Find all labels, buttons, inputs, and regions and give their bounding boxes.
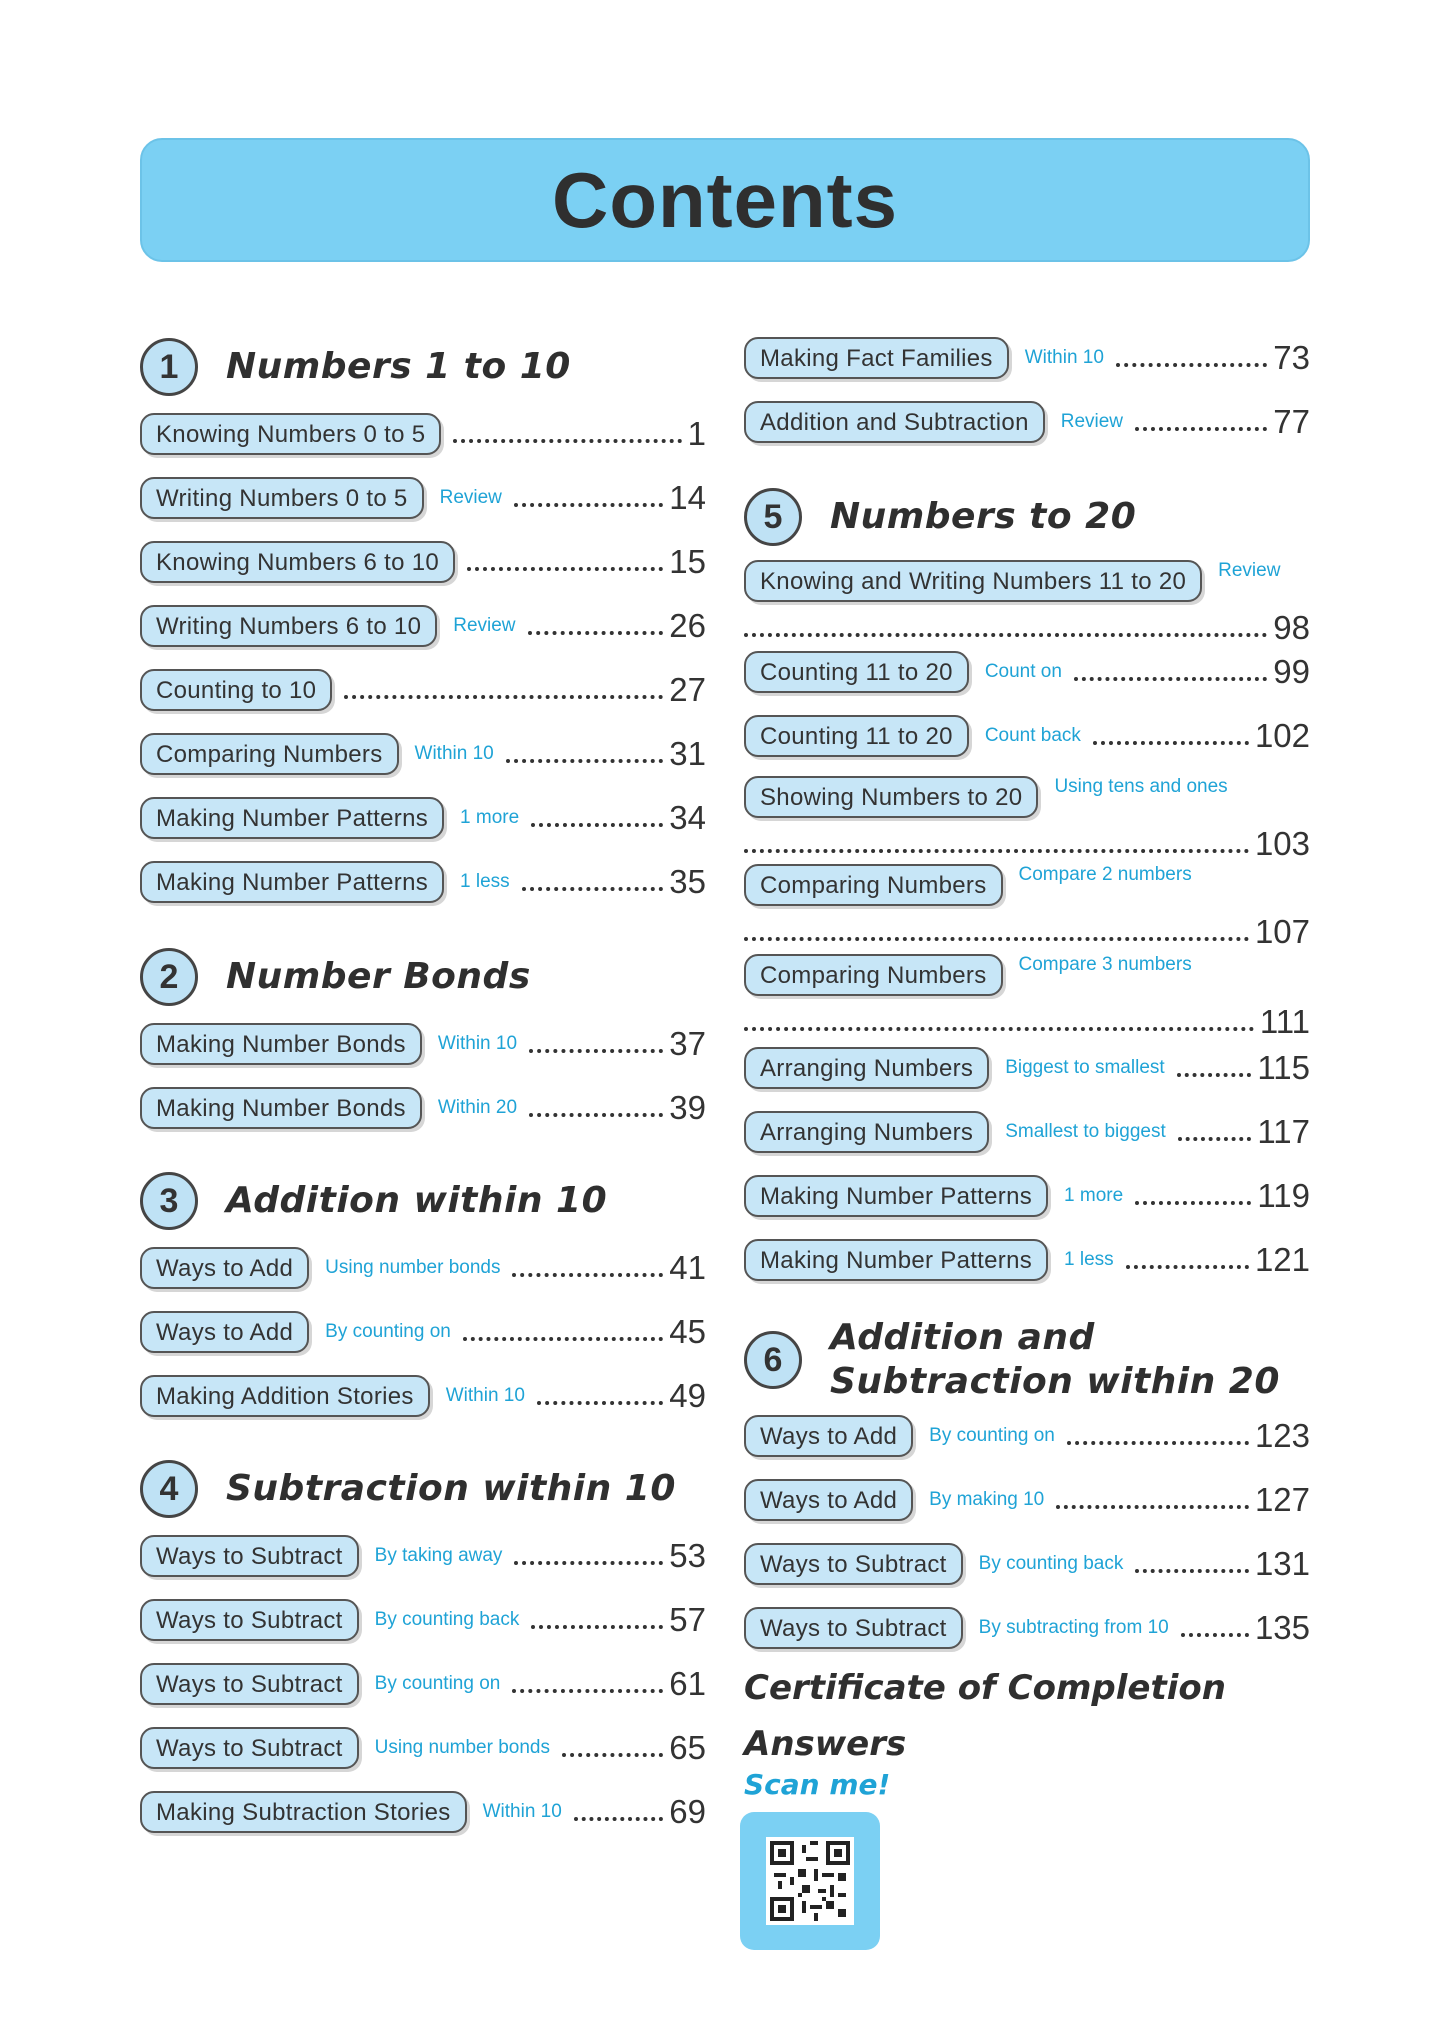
page-title: Contents [552,155,898,244]
dot-leader [512,1273,663,1277]
page-number: 1 [687,415,706,452]
entry-label: Arranging Numbers [744,1047,989,1089]
page-number: 37 [669,1025,706,1062]
toc-entry[interactable] [744,1044,1310,1092]
dot-leader [529,1049,663,1053]
dot-leader [562,1753,663,1757]
dot-leader [744,937,1249,941]
page-number: 41 [669,1249,706,1286]
toc-entry[interactable] [140,730,706,778]
scan-me-label: Scan me! [744,1768,891,1801]
toc-entry[interactable] [744,560,1310,648]
section-number-badge: 6 [744,1331,802,1389]
dot-leader [514,503,663,507]
qr-code-icon [766,1837,854,1925]
dot-leader [744,633,1267,637]
toc-entry[interactable] [140,666,706,714]
page-number: 119 [1257,1177,1310,1214]
entry-tag: By counting on [325,1321,451,1342]
entry-tag: By counting on [374,1673,501,1694]
section-heading[interactable] [140,948,531,1006]
entry-label: Comparing Numbers [744,954,1003,996]
page-number: 26 [669,607,706,644]
page-number: 65 [669,1729,706,1766]
entry-tag: Using tens and ones [1054,776,1228,797]
entry-leader-line [744,910,1310,954]
toc-entry[interactable] [744,1108,1310,1156]
page-number: 49 [669,1377,706,1414]
section-heading[interactable] [744,488,1136,546]
toc-entry[interactable] [744,1476,1310,1524]
entry-tag: Within 10 [445,1385,525,1406]
dot-leader [1126,1265,1249,1269]
answers-heading[interactable]: Answers [744,1724,907,1764]
section-number-badge: 3 [140,1172,198,1230]
toc-entry[interactable] [744,1540,1310,1588]
entry-label: Ways to Add [140,1311,309,1353]
page-number: 98 [1273,609,1310,646]
entry-label: Making Number Bonds [140,1087,422,1129]
dot-leader [512,1689,663,1693]
dot-leader [529,1113,663,1117]
entry-tag: Within 10 [482,1801,562,1822]
toc-entry[interactable] [140,1020,706,1068]
entry-label: Ways to Add [744,1479,913,1521]
section-heading[interactable] [140,1172,607,1230]
dot-leader [1177,1073,1252,1077]
entry-tag: By making 10 [929,1489,1045,1510]
dot-leader [514,1561,663,1565]
dot-leader [1074,677,1267,681]
dot-leader [744,1027,1254,1031]
toc-entry[interactable] [140,794,706,842]
page-number: 34 [669,799,706,836]
page-number: 127 [1254,1481,1310,1518]
page-number: 69 [669,1793,706,1830]
entry-tag: 1 less [460,871,510,892]
page-number: 73 [1273,339,1310,376]
section-number-badge: 2 [140,948,198,1006]
dot-leader [531,823,663,827]
page-number: 115 [1257,1049,1310,1086]
entry-label: Ways to Add [744,1415,913,1457]
entry-label: Arranging Numbers [744,1111,989,1153]
entry-tag: Using number bonds [325,1257,501,1278]
toc-entry[interactable] [744,1236,1310,1284]
page-number: 14 [669,479,706,516]
section-heading[interactable] [140,1460,676,1518]
page-number: 121 [1254,1241,1310,1278]
entry-label: Addition and Subtraction [744,401,1045,443]
entry-tag: Within 20 [437,1097,518,1118]
page-number: 31 [669,735,706,772]
entry-label: Counting 11 to 20 [744,715,969,757]
section-number-badge: 4 [140,1460,198,1518]
section-number-badge: 5 [744,488,802,546]
entry-tag: Compare 3 numbers [1018,954,1192,975]
entry-tag: By counting back [978,1553,1124,1574]
entry-label: Comparing Numbers [140,733,399,775]
toc-entry[interactable] [140,1084,706,1132]
dot-leader [537,1401,663,1405]
entry-label: Ways to Subtract [140,1599,359,1641]
entry-leader-line [744,1000,1310,1044]
toc-entry[interactable] [744,712,1310,760]
dot-leader [506,759,664,763]
entry-tag: Biggest to smallest [1005,1057,1165,1078]
page-number: 39 [669,1089,706,1126]
page-number: 27 [669,671,706,708]
entry-tag: 1 more [1064,1185,1124,1206]
entry-tag: Review [439,487,502,508]
entry-label: Making Addition Stories [140,1375,430,1417]
entry-tag: By counting back [374,1609,520,1630]
toc-entry[interactable] [140,1308,706,1356]
entry-label: Making Number Bonds [140,1023,422,1065]
title-banner [140,138,1310,262]
entry-leader-line [744,606,1310,650]
entry-label: Ways to Subtract [744,1607,963,1649]
page-number: 123 [1254,1417,1310,1454]
toc-entry[interactable] [140,538,706,586]
section-title: Numbers 1 to 10 [226,346,571,387]
entry-label: Counting to 10 [140,669,332,711]
dot-leader [1116,363,1267,367]
entry-tag: Within 10 [437,1033,518,1054]
page-number: 131 [1254,1545,1310,1582]
entry-label: Making Subtraction Stories [140,1791,467,1833]
entry-tag: Smallest to biggest [1005,1121,1166,1142]
entry-label: Ways to Add [140,1247,309,1289]
dot-leader [453,439,681,443]
entry-tag: Review [1218,560,1281,581]
toc-entry[interactable] [744,334,1310,382]
entry-label: Knowing and Writing Numbers 11 to 20 [744,560,1202,602]
dot-leader [528,631,664,635]
toc-entry[interactable] [140,410,706,458]
toc-entry[interactable] [744,398,1310,446]
page-number: 135 [1254,1609,1310,1646]
entry-label: Making Number Patterns [140,861,444,903]
dot-leader [1181,1633,1249,1637]
dot-leader [463,1337,663,1341]
dot-leader [344,695,663,699]
entry-tag: 1 less [1064,1249,1114,1270]
entry-tag: Count back [984,725,1081,746]
toc-entry[interactable] [140,1244,706,1292]
toc-entry[interactable] [140,1596,706,1644]
toc-entry[interactable] [744,1412,1310,1460]
entry-tag: By taking away [374,1545,503,1566]
page-number: 57 [669,1601,706,1638]
page-number: 111 [1259,1003,1310,1040]
page-number: 107 [1254,913,1310,950]
toc-entry[interactable] [140,474,706,522]
dot-leader [1056,1505,1249,1509]
entry-label: Ways to Subtract [140,1727,359,1769]
dot-leader [574,1817,663,1821]
entry-label: Making Number Patterns [140,797,444,839]
toc-entry[interactable] [140,1660,706,1708]
entry-label: Making Fact Families [744,337,1009,379]
entry-label: Ways to Subtract [744,1543,963,1585]
section-number-badge: 1 [140,338,198,396]
entry-tag: By subtracting from 10 [978,1617,1169,1638]
toc-entry[interactable] [140,1724,706,1772]
entry-label: Showing Numbers to 20 [744,776,1038,818]
toc-entry[interactable] [744,1604,1310,1652]
dot-leader [1093,741,1249,745]
page-number: 35 [669,863,706,900]
dot-leader [744,849,1249,853]
toc-entry[interactable] [744,864,1310,952]
toc-entry[interactable] [140,1532,706,1580]
dot-leader [1135,427,1267,431]
entry-tag: Review [453,615,516,636]
entry-tag: Compare 2 numbers [1018,864,1192,885]
entry-label: Making Number Patterns [744,1239,1048,1281]
entry-leader-line [744,822,1310,866]
entry-label: Writing Numbers 0 to 5 [140,477,424,519]
page-number: 99 [1273,653,1310,690]
page-number: 15 [669,543,706,580]
toc-entry[interactable] [140,602,706,650]
section-title: Addition within 10 [226,1180,608,1221]
dot-leader [1178,1137,1252,1141]
entry-tag: Review [1060,411,1124,432]
entry-tag: By counting on [929,1425,1055,1446]
entry-tag: Within 10 [414,743,494,764]
entry-label: Ways to Subtract [140,1663,359,1705]
section-heading[interactable] [744,1316,1290,1404]
toc-entry[interactable] [744,1172,1310,1220]
entry-label: Making Number Patterns [744,1175,1048,1217]
section-title: Addition and Subtraction within 20 [830,1317,1280,1402]
section-title: Number Bonds [226,956,531,997]
section-heading[interactable] [140,338,571,396]
section-title: Subtraction within 10 [226,1468,676,1509]
toc-entry[interactable] [140,1788,706,1836]
entry-label: Knowing Numbers 0 to 5 [140,413,441,455]
entry-label: Writing Numbers 6 to 10 [140,605,437,647]
page-number: 117 [1257,1113,1310,1150]
section-title: Numbers to 20 [830,496,1137,537]
entry-tag: 1 more [460,807,520,828]
entry-label: Counting 11 to 20 [744,651,969,693]
entry-label: Knowing Numbers 6 to 10 [140,541,455,583]
dot-leader [531,1625,663,1629]
page-number: 102 [1254,717,1310,754]
qr-code[interactable] [740,1812,880,1950]
dot-leader [1135,1201,1251,1205]
dot-leader [522,887,664,891]
toc-entry[interactable] [744,954,1310,1042]
toc-entry[interactable] [744,648,1310,696]
page-number: 45 [669,1313,706,1350]
dot-leader [1135,1569,1249,1573]
entry-tag: Within 10 [1024,347,1104,368]
toc-entry[interactable] [744,776,1310,864]
certificate-heading[interactable]: Certificate of Completion [744,1668,1226,1708]
page-number: 61 [669,1665,706,1702]
page-number: 103 [1254,825,1310,862]
toc-entry[interactable] [140,858,706,906]
entry-label: Ways to Subtract [140,1535,359,1577]
entry-tag: Count on [984,661,1062,682]
entry-tag: Using number bonds [374,1737,550,1758]
dot-leader [1067,1441,1249,1445]
page-number: 53 [669,1537,706,1574]
page-number: 77 [1273,403,1310,440]
dot-leader [467,567,663,571]
toc-entry[interactable] [140,1372,706,1420]
entry-label: Comparing Numbers [744,864,1003,906]
